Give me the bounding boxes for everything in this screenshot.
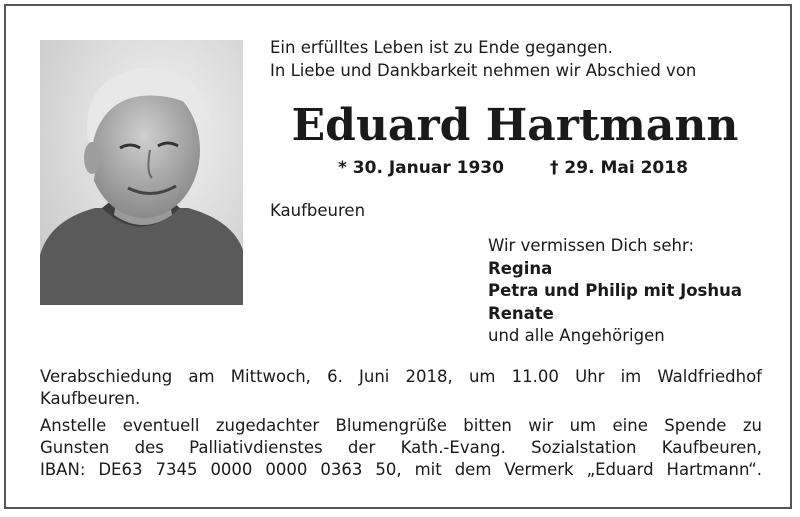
farewell-line-2: Kaufbeuren. <box>40 389 141 408</box>
donation-line-3: IBAN: DE63 7345 0000 0000 0363 50, mit dem Vermerk „Eduard Hartmann“. <box>40 460 762 479</box>
mourners-closing: und alle Angehörigen <box>488 326 665 345</box>
intro-line-1: Ein erfülltes Leben ist zu Ende gegangen. <box>270 38 613 57</box>
donation-line-1: Anstelle eventuell zugedachter Blumengrüße bitten wir um eine Spende zu <box>40 416 762 435</box>
donation-info <box>40 415 762 481</box>
hometown: Kaufbeuren <box>270 201 366 220</box>
portrait-photo <box>40 40 243 305</box>
mourners-heading: Wir vermissen Dich sehr: <box>488 236 695 255</box>
death-date: † 29. Mai 2018 <box>550 158 688 178</box>
deceased-name: Eduard Hartmann <box>291 100 739 151</box>
mourners-block <box>488 235 742 348</box>
mourner-name: Regina <box>488 258 553 278</box>
farewell-line-1: Verabschiedung am Mittwoch, 6. Juni 2018, um 11.00 Uhr im Waldfriedhof <box>40 367 762 386</box>
intro-line-2: In Liebe und Dankbarkeit nehmen wir Abschied von <box>270 61 697 80</box>
farewell-info <box>40 366 762 410</box>
intro-text <box>270 36 696 82</box>
donation-line-2: Gunsten des Palliativdienstes der Kath.-Evang. Sozialstation Kaufbeuren, <box>40 438 762 457</box>
birth-date: * 30. Januar 1930 <box>338 158 504 178</box>
mourner-name: Renate <box>488 303 554 323</box>
mourner-name: Petra und Philip mit Joshua <box>488 281 743 300</box>
